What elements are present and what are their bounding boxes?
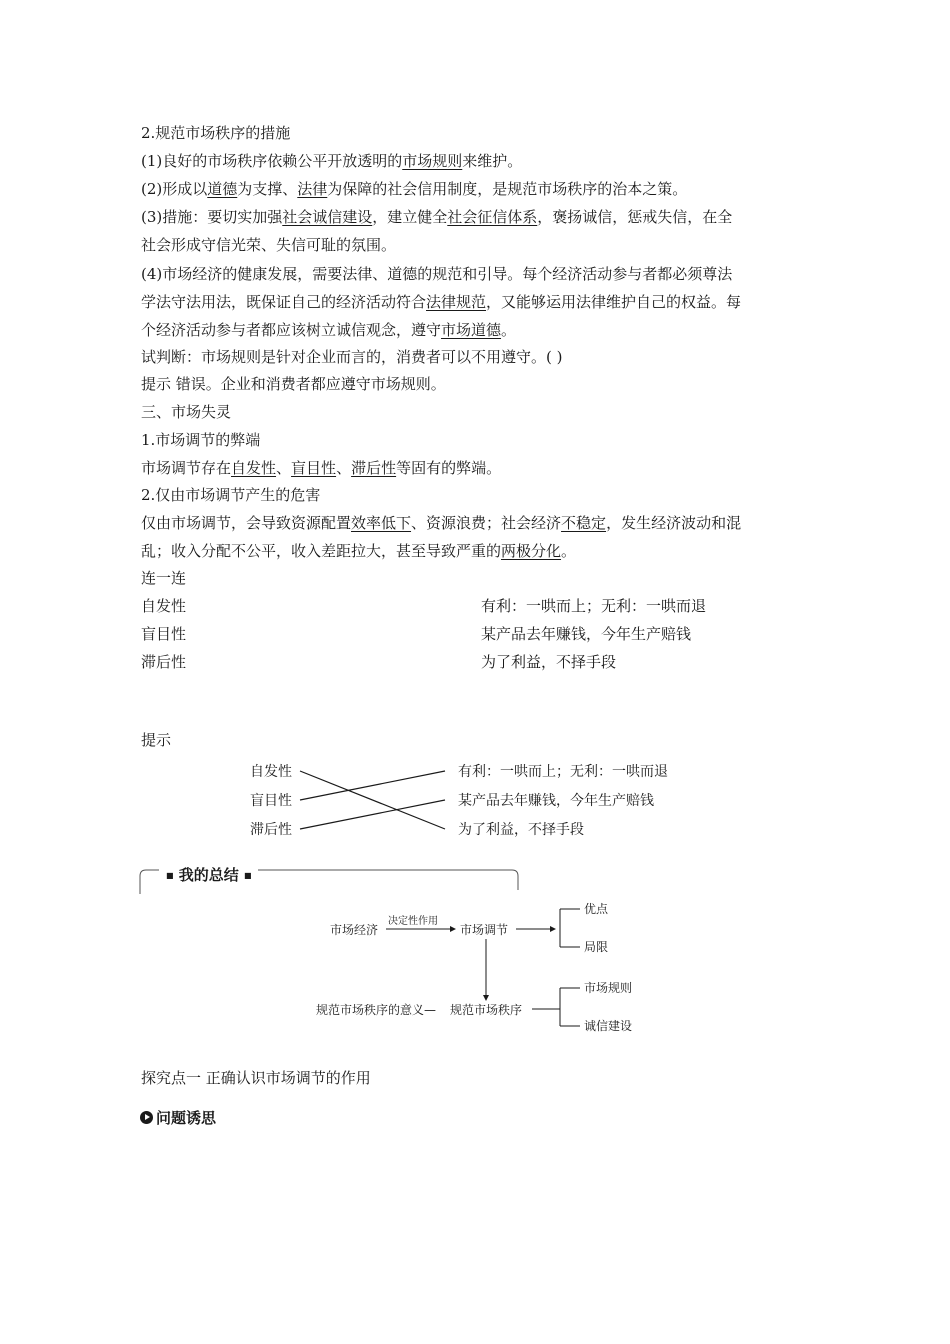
para-2: (2)形成以道德为支撑、法律为保障的社会信用制度，是规范市场秩序的治本之策。 <box>141 180 688 198</box>
underline-term: 法律 <box>297 180 328 198</box>
section3-sub1: 1.市场调节的弊端 <box>141 431 261 449</box>
para-4c: 个经济活动参与者都应该树立诚信观念，遵守市场道德。 <box>141 321 517 339</box>
match-left-2: 盲目性 <box>250 793 292 809</box>
para-4a: (4)市场经济的健康发展，需要法律、道德的规范和引导。每个经济活动参与者都必须尊法 <box>141 265 733 283</box>
para-s2b: 乱；收入分配不公平，收入差距拉大，甚至导致严重的两极分化。 <box>141 542 577 560</box>
matching-diagram <box>240 758 720 842</box>
connect-left-2: 盲目性 <box>141 625 187 643</box>
section3-sub2: 2.仅由市场调节产生的危害 <box>141 486 321 504</box>
para-s1: 市场调节存在自发性、盲目性、滞后性等固有的弊端。 <box>141 459 502 477</box>
underline-term: 市场规则 <box>402 152 463 170</box>
match-right-2: 某产品去年赚钱，今年生产赔钱 <box>458 793 654 809</box>
connect-left-3: 滞后性 <box>141 653 187 671</box>
connect-left-1: 自发性 <box>141 597 187 615</box>
underline-term: 滞后性 <box>351 459 397 477</box>
play-icon <box>140 1111 153 1124</box>
para-1: (1)良好的市场秩序依赖公平开放透明的市场规则来维护。 <box>141 152 523 170</box>
underline-term: 法律规范 <box>426 293 487 311</box>
node-limits: 局限 <box>584 940 609 954</box>
match-right-1: 有利：一哄而上；无利：一哄而退 <box>458 764 668 780</box>
match-line-3 <box>300 800 445 829</box>
summary-title: ■ 我的总结 ■ <box>160 864 258 885</box>
node-market-regulation: 市场调节 <box>460 923 509 937</box>
node-order-meaning: 规范市场秩序的意义— <box>316 1003 437 1017</box>
node-advantages: 优点 <box>584 902 609 916</box>
underline-term: 两极分化 <box>501 542 562 560</box>
question-heading: 问题诱思 <box>140 1107 216 1128</box>
match-line-2 <box>300 771 445 800</box>
section3-heading: 三、市场失灵 <box>141 403 232 421</box>
para-3b: 社会形成守信光荣、失信可耻的氛围。 <box>141 236 397 254</box>
arrow-label: 决定性作用 <box>388 916 438 927</box>
connect-right-2: 某产品去年赚钱，今年生产赔钱 <box>481 625 692 643</box>
section2-heading: 2.规范市场秩序的措施 <box>141 124 291 142</box>
underline-term: 不稳定 <box>561 514 607 532</box>
underline-term: 盲目性 <box>291 459 337 477</box>
match-right-3: 为了利益，不择手段 <box>458 822 584 838</box>
underline-term: 自发性 <box>231 459 277 477</box>
underline-term: 社会诚信建设 <box>282 208 373 226</box>
connect-right-3: 为了利益，不择手段 <box>481 653 617 671</box>
connect-right-1: 有利：一哄而上；无利：一哄而退 <box>481 597 707 615</box>
node-order: 规范市场秩序 <box>450 1003 523 1017</box>
node-market-economy: 市场经济 <box>330 923 379 937</box>
connect-title: 连一连 <box>141 569 187 587</box>
underline-term: 效率低下 <box>351 514 412 532</box>
match-line-1 <box>300 771 445 829</box>
hint-label: 提示 <box>141 731 172 749</box>
judge-question: 试判断：市场规则是针对企业而言的，消费者可以不用遵守。( ) <box>141 348 563 366</box>
underline-term: 市场道德 <box>441 321 502 339</box>
para-3a: (3)措施：要切实加强社会诚信建设，建立健全社会征信体系，褒扬诚信，惩戒失信，在全 <box>141 208 733 226</box>
match-left-3: 滞后性 <box>250 822 292 838</box>
arrow-head <box>450 926 456 932</box>
match-left-1: 自发性 <box>250 764 292 780</box>
para-s2a: 仅由市场调节，会导致资源配置效率低下、资源浪费；社会经济不稳定，发生经济波动和混 <box>141 514 742 532</box>
summary-diagram <box>300 895 660 1045</box>
para-4b: 学法守法用法，既保证自己的经济活动符合法律规范，又能够运用法律维护自己的权益。每 <box>141 293 742 311</box>
underline-term: 社会征信体系 <box>447 208 538 226</box>
node-credit: 诚信建设 <box>584 1019 633 1033</box>
explore-heading: 探究点一 正确认识市场调节的作用 <box>141 1069 371 1087</box>
node-rules: 市场规则 <box>584 981 633 995</box>
judge-hint: 提示 错误。企业和消费者都应遵守市场规则。 <box>141 375 446 393</box>
underline-term: 道德 <box>207 180 238 198</box>
